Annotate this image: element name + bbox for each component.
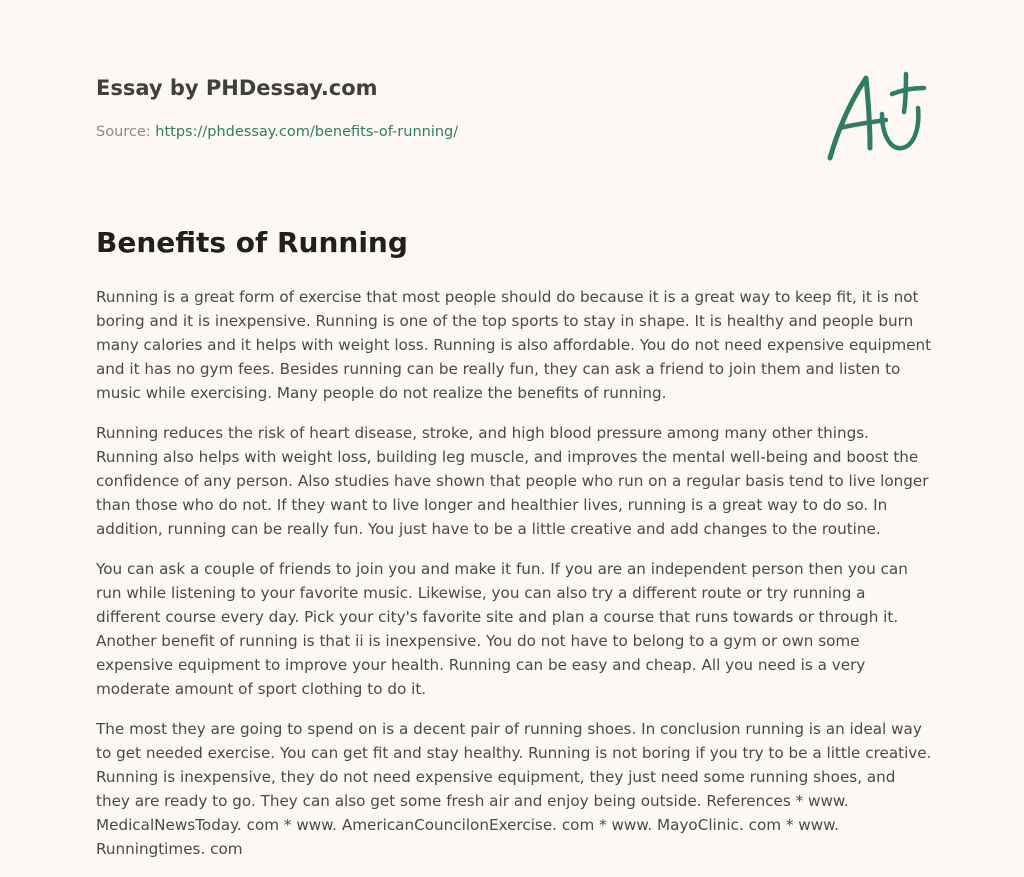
source-link[interactable]: https://phdessay.com/benefits-of-running/	[155, 124, 459, 140]
essay-title: Benefits of Running	[96, 226, 408, 259]
essay-paragraph: You can ask a couple of friends to join you and make it fun. If you are an independent person then you can run while listening to your favorite music. Likewise, you can also try a different route or try running a different course every day. Pick your city's favorite site and plan a course that runs towards or through it. Another benefit of running is that ii is inexpensive. You do not have to belong to a gym or own some expensive equipment to improve your health. Running can be easy and cheap. All you need is a very moderate amount of sport clothing to do it.	[96, 560, 908, 698]
essay-paragraph: Running is a great form of exercise that most people should do because it is a great way to keep fit, it is not boring and it is inexpensive. Running is one of the top sports to stay in shape. It is healthy and people burn many calories and it helps with weight loss. Running is also affordable. You do not need expensive equipment and it has no gym fees. Besides running can be really fun, they can ask a friend to join them and listen to music while exercising. Many people do not realize the benefits of running.	[96, 288, 932, 402]
essay-paragraph: Running reduces the risk of heart disease, stroke, and high blood pressure among many other things. Running also helps with weight loss, building leg muscle, and improves the mental well-being and boost the confidence of any person. Also studies have shown that people who run on a regular basis tend to live longer than those who do not. If they want to live longer and healthier lives, running is a great way to do so. In addition, running can be really fun. You just have to be a little creative and add changes to the routine.	[96, 424, 929, 538]
a-plus-grade-icon	[822, 68, 928, 164]
essay-paragraph: The most they are going to spend on is a decent pair of running shoes. In conclusion running is an ideal way to get needed exercise. You can get fit and stay healthy. Running is not boring if you try to be a little creative. Running is inexpensive, they do not need expensive equipment, they just need some running shoes, and they are ready to go. They can also get some fresh air and enjoy being outside. References * www. MedicalNewsToday. com * www. AmericanCouncilonExercise. com * www. MayoClinic. com * www. Runningtimes. com	[96, 720, 932, 858]
source-line	[96, 124, 458, 140]
source-label: Source:	[96, 124, 151, 140]
site-title: Essay by PHDessay.com	[96, 76, 378, 100]
essay-body	[96, 285, 932, 877]
